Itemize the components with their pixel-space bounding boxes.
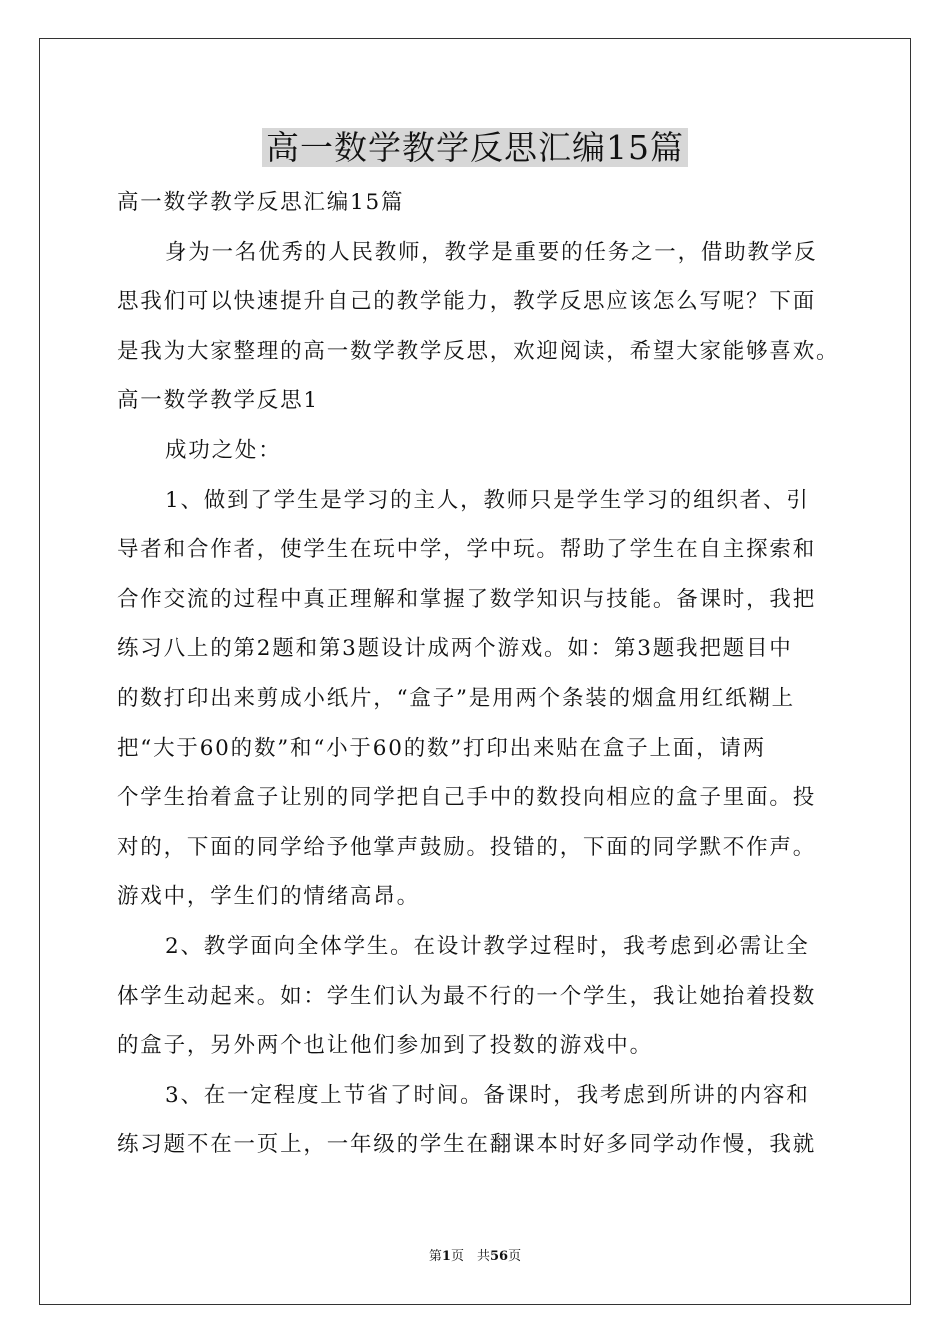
text-line: 对的，下面的同学给予他掌声鼓励。投错的，下面的同学默不作声。 [117,834,817,860]
text-line: 的盒子，另外两个也让他们参加到了投数的游戏中。 [117,1033,653,1059]
text-line: 练习题不在一页上，一年级的学生在翻课本时好多同学动作慢，我就 [117,1132,817,1158]
text-line: 高一数学教学反思汇编15篇 [117,190,405,215]
text-line: 个学生抬着盒子让别的同学把自己手中的数投向相应的盒子里面。投 [117,785,817,811]
text-line: 是我为大家整理的高一数学教学反思，欢迎阅读，希望大家能够喜欢。 [117,338,840,364]
text-line: 体学生动起来。如：学生们认为最不行的一个学生，我让她抬着投数 [117,983,817,1009]
text-line: 高一数学教学反思1 [117,388,319,414]
footer-suffix: 页 [508,1249,522,1264]
text-line: 思我们可以快速提升自己的教学能力，教学反思应该怎么写呢？下面 [117,289,817,315]
text-line: 合作交流的过程中真正理解和掌握了数学知识与技能。备课时，我把 [117,586,817,612]
text-line: 的数打印出来剪成小纸片，“盒子”是用两个条装的烟盒用红纸糊上 [117,685,795,711]
text-line: 成功之处： [165,437,282,463]
footer-middle: 页 共 [450,1249,490,1264]
page-footer [0,1248,950,1266]
text-line: 导者和合作者，使学生在玩中学，学中玩。帮助了学生在自主探索和 [117,537,817,563]
footer-current-page: 1 [441,1249,451,1264]
text-line: 3、在一定程度上节省了时间。备课时，我考虑到所讲的内容和 [165,1082,810,1108]
footer-total-pages: 56 [489,1249,509,1264]
text-line: 练习八上的第2题和第3题设计成两个游戏。如：第3题我把题目中 [117,636,793,662]
footer-prefix: 第 [428,1249,442,1264]
text-line: 把“大于60的数”和“小于60的数”打印出来贴在盒子上面，请两 [117,735,766,761]
text-line: 身为一名优秀的人民教师，教学是重要的任务之一，借助教学反 [165,239,818,265]
text-line: 2、教学面向全体学生。在设计教学过程时，我考虑到必需让全 [165,933,810,959]
document-title-text: 高一数学教学反思汇编15篇 [262,128,688,167]
text-line: 游戏中，学生们的情绪高昂。 [117,884,420,910]
document-title [0,126,950,170]
text-line: 1、做到了学生是学习的主人，教师只是学生学习的组织者、引 [165,487,810,513]
document-body [117,178,840,1170]
